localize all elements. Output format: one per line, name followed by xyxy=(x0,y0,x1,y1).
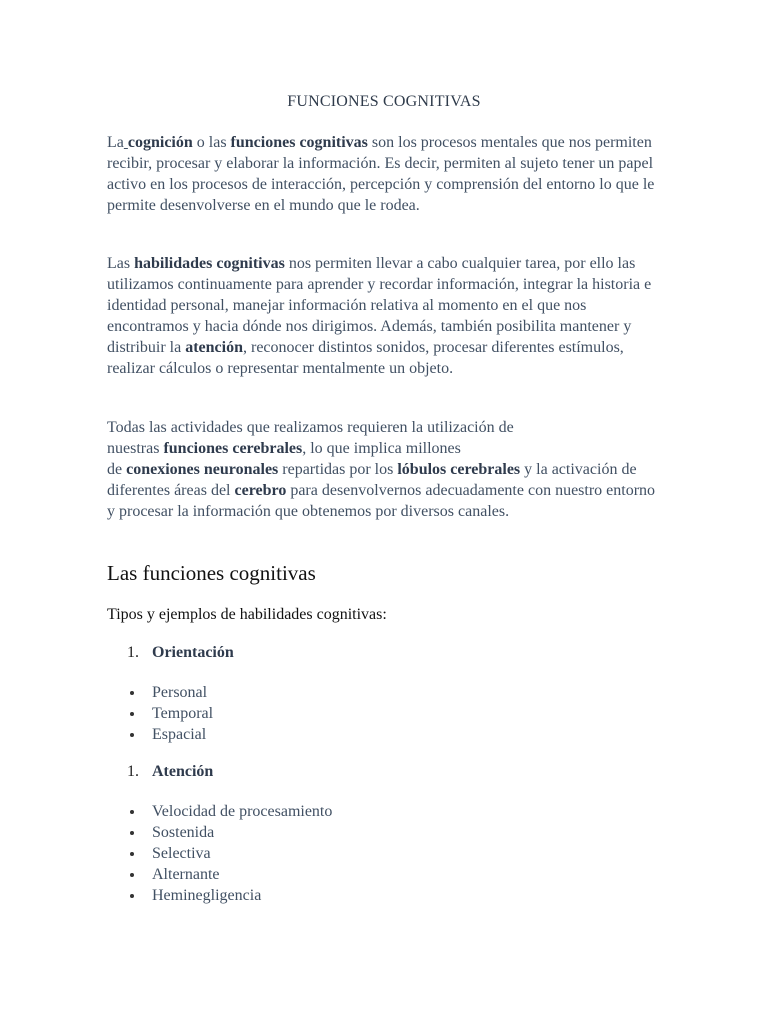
section-heading: Las funciones cognitivas xyxy=(107,561,316,585)
text-run: son los procesos mentales que nos permiten recibir, procesar y elaborar la información. Es decir, permiten al sujeto tener un papel activo en los procesos de interacción, percepción y comprensión del entorno lo que le permite desenvolverse en el mundo que le rodea. xyxy=(107,134,655,214)
text-run: o las xyxy=(192,134,231,151)
text-run: para desenvolvernos adecuadamente con nuestro entorno y procesar la información que obtenemos por diversos canales. xyxy=(107,482,656,520)
list-item: Alternante xyxy=(127,864,332,885)
bullet-list-atencion xyxy=(127,801,332,906)
bold-term: lóbulos cerebrales xyxy=(397,461,521,478)
text-run: Las xyxy=(107,255,135,272)
list-item: Velocidad de procesamiento xyxy=(127,801,332,822)
bullet-list-orientacion xyxy=(127,682,213,745)
bold-term: habilidades cognitivas xyxy=(134,255,285,272)
numbered-item-label: Atención xyxy=(152,763,214,780)
list-item: Selectiva xyxy=(127,843,332,864)
list-item: Sostenida xyxy=(127,822,332,843)
text-run: La xyxy=(107,134,124,151)
list-number: 1. xyxy=(127,644,139,661)
numbered-item-atencion xyxy=(127,763,213,781)
numbered-item-orientacion xyxy=(127,644,234,662)
list-item: Temporal xyxy=(127,703,213,724)
paragraph-habilidades xyxy=(107,253,667,379)
text-run: repartidas por los xyxy=(278,461,398,478)
numbered-item-label: Orientación xyxy=(152,644,234,661)
bold-term: conexiones neuronales xyxy=(126,461,279,478)
bold-term: funciones cerebrales xyxy=(163,440,303,457)
bold-term: atención xyxy=(185,339,243,356)
paragraph-intro xyxy=(107,132,667,216)
list-item: Heminegligencia xyxy=(127,885,332,906)
list-item: Espacial xyxy=(127,724,213,745)
bold-term: funciones cognitivas xyxy=(230,134,368,151)
text-run: , lo que implica millones xyxy=(302,440,461,457)
list-number: 1. xyxy=(127,763,139,780)
text-run: Todas las actividades que realizamos requieren la utilización de xyxy=(107,419,514,436)
bold-term: cognición xyxy=(127,134,193,151)
text-run: de xyxy=(107,461,127,478)
text-run: nos permiten llevar a cabo cualquier tarea, por ello las utilizamos continuamente para aprender y recordar información, integrar la historia e identidad personal, manejar información relativa al momento en el que nos encontramos y hacia dónde nos dirigimos. Además, también posibilita mantener y distribuir la xyxy=(107,255,652,356)
text-run: nuestras xyxy=(107,440,164,457)
section-subheading: Tipos y ejemplos de habilidades cognitivas: xyxy=(107,606,387,623)
bold-term: cerebro xyxy=(234,482,287,499)
list-item: Personal xyxy=(127,682,213,703)
paragraph-actividades xyxy=(107,417,667,522)
text-run: y la activación de diferentes áreas del xyxy=(107,461,637,499)
document-title: FUNCIONES COGNITIVAS xyxy=(287,93,481,110)
text-run: , reconocer distintos sonidos, procesar diferentes estímulos, realizar cálculos o representar mentalmente un objeto. xyxy=(107,339,624,377)
